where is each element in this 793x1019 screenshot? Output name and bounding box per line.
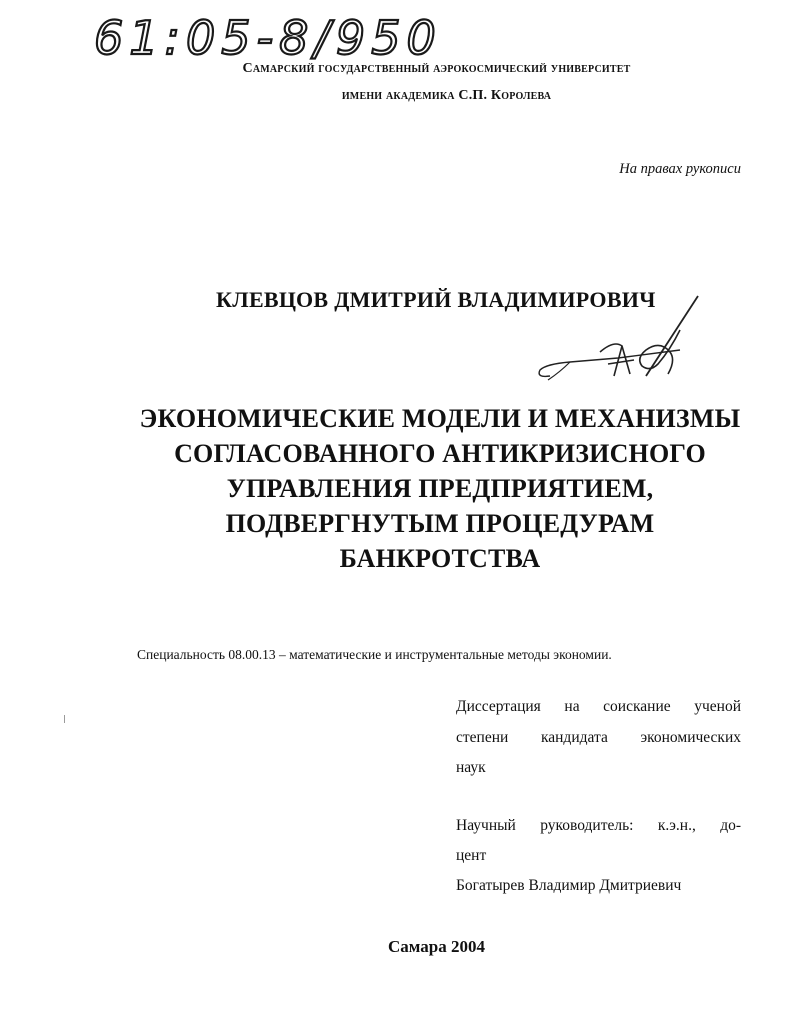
title-line: ПОДВЕРГНУТЫМ ПРОЦЕДУРАМ — [225, 509, 655, 538]
scan-speck — [64, 715, 65, 723]
dissertation-note-line: наук — [456, 759, 486, 776]
title-line: БАНКРОТСТВА — [339, 544, 541, 573]
university-name: Самарский государственный аэрокосмический университет — [242, 61, 631, 76]
manuscript-rights-note: На правах рукописи — [619, 161, 741, 177]
archive-code-text: 61:05-8/950 — [94, 11, 442, 65]
supervisor-line: цент — [456, 847, 487, 864]
archive-code-handwritten — [88, 6, 468, 66]
signature — [530, 290, 715, 390]
dissertation-note-line: Диссертация на соискание ученой — [456, 698, 741, 715]
supervisor-name: Богатырев Владимир Дмитриевич — [456, 877, 682, 894]
title-line: ЭКОНОМИЧЕСКИЕ МОДЕЛИ И МЕХАНИЗМЫ — [139, 404, 741, 433]
title-line: СОГЛАСОВАННОГО АНТИКРИЗИСНОГО — [174, 439, 706, 468]
signature-svg — [530, 290, 715, 390]
title-line: УПРАВЛЕНИЯ ПРЕДПРИЯТИЕМ, — [226, 474, 654, 503]
author-name: КЛЕВЦОВ ДМИТРИЙ ВЛАДИМИРОВИЧ — [216, 287, 656, 312]
supervisor-line: Научный руководитель: к.э.н., до- — [456, 817, 741, 834]
dissertation-title — [60, 401, 793, 576]
university-patron: имени академика С.П. Королева — [341, 88, 552, 103]
speciality: Специальность 08.00.13 – математические и инструментальные методы экономии. — [137, 647, 612, 662]
city-year: Самара 2004 — [388, 937, 485, 956]
archive-code-svg — [88, 6, 468, 66]
dissertation-note-line: степени кандидата экономических — [456, 729, 741, 746]
